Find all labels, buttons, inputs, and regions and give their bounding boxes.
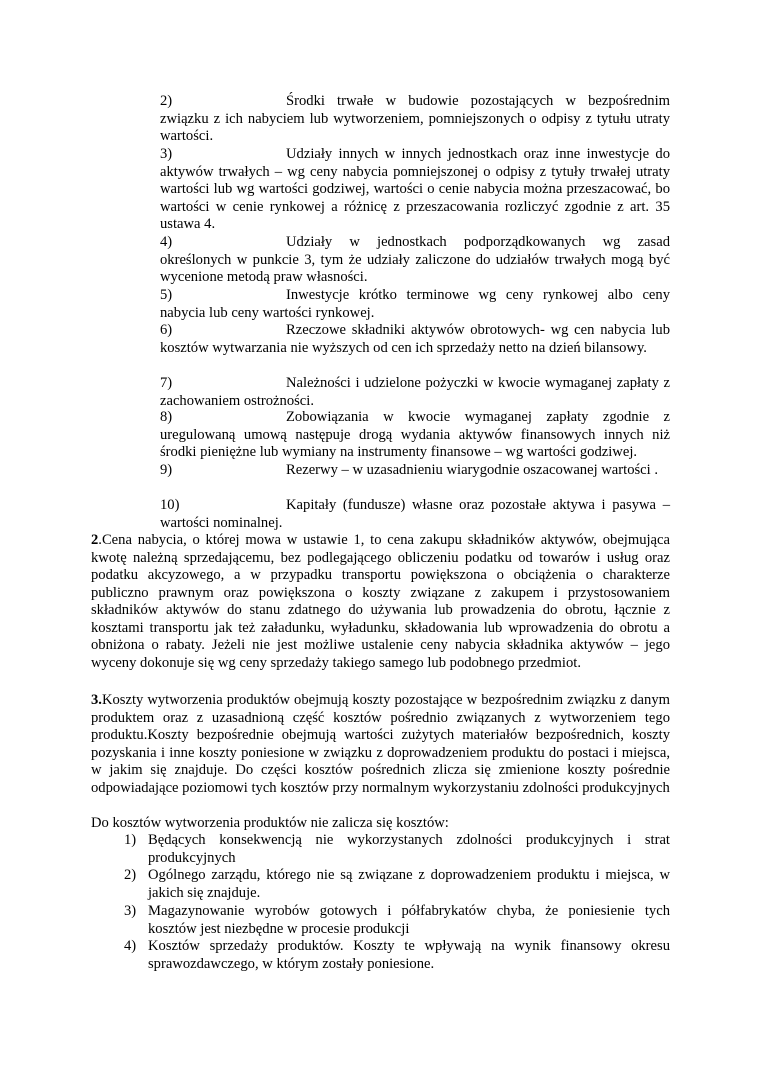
list-item	[160, 146, 670, 234]
item-text: Należności i udzielone pożyczki w kwocie wymaganej zapłaty z zachowaniem ostrożności.	[160, 375, 670, 409]
list-item	[160, 322, 670, 357]
paragraph-number: 3.	[91, 692, 102, 708]
item-number: 7)	[160, 375, 173, 391]
exclusion-item: Magazynowanie wyrobów gotowych i półfabrykatów chyba, że poniesienie tych kosztów jest niezbędne w procesie produkcji	[148, 903, 670, 937]
item-number: 5)	[160, 287, 173, 303]
item-text: Środki trwałe w budowie pozostających w bezpośrednim związku z ich nabyciem lub wytworzeniem, pomniejszonych o odpisy z tytułu utraty wartości.	[160, 93, 670, 144]
exclusion-number: 2)	[124, 867, 137, 883]
paragraph-text: Koszty wytworzenia produktów obejmują koszty pozostające w bezpośrednim związku z danym produktem oraz z uzasadnioną część kosztów pośrednio związanych z wytworzeniem tego produktu.Koszty bezpośrednie obejmują wartości zużytych materiałów bezpośrednich, koszty pozyskania i inne koszty poniesione w związku z doprowadzeniem produktu do postaci i miejsca, w jakim się znajduje. Do części kosztów pośrednich zlicza się zmienione koszty pośrednie odpowiadające poziomowi tych kosztów przy normalnym wykorzystaniu zdolności produkcyjnych	[91, 692, 670, 796]
item-number: 4)	[160, 234, 173, 250]
exclusion-number: 4)	[124, 938, 137, 954]
exclusion-item: Kosztów sprzedaży produktów. Koszty te wpływają na wynik finansowy okresu sprawozdawczego, w którym zostały poniesione.	[148, 938, 670, 972]
item-number: 10)	[160, 497, 180, 513]
list-item	[160, 287, 670, 322]
item-text: Rezerwy – w uzasadnieniu wiarygodnie oszacowanej wartości .	[286, 462, 659, 478]
exclusion-item: Będących konsekwencją nie wykorzystanych zdolności produkcyjnych i strat produkcyjnych	[148, 832, 670, 866]
paragraph-text: .Cena nabycia, o której mowa w ustawie 1, to cena zakupu składników aktywów, obejmująca kwotę należną sprzedającemu, bez podlegającego obliczeniu podatku od towarów i usług oraz podatku akcyzowego, a w przypadku transportu powiększona o obciążenia o charakterze publiczno prawnym oraz powiększona o koszty związane z zakupem i przystosowaniem składników aktywów do stanu zdatnego do używania lub prowadzenia do obrotu, łącznie z kosztami transportu jak też załadunku, wyładunku, składowania lub wprowadzenia do obrotu a obniżona o rabaty. Jeżeli nie jest możliwe ustalenie ceny nabycia składnika aktywów – jego wyceny dokonuje się wg ceny sprzedaży takiego samego lub podobnego przedmiot.	[91, 532, 670, 671]
list-item	[160, 497, 670, 532]
item-number: 8)	[160, 409, 173, 425]
item-text: Zobowiązania w kwocie wymaganej zapłaty zgodnie z uregulowaną umową następuje drogą wydania aktywów finansowych innych niż środki pieniężne lub wymiany na instrumenty finansowe – wg wartości godziwej.	[160, 409, 670, 460]
item-text: Udziały innych w innych jednostkach oraz inne inwestycje do aktywów trwałych – wg ceny nabycia pomniejszonej o odpisy z tytuły trwałej utraty wartości lub wg wartości godziwej, wartości o cenie nabycia można przeszacować, bo wartości w cenie rynkowej a różnicę z przeszacowania rozliczyć zgodnie z art. 35 ustawa 4.	[160, 146, 670, 232]
exclusion-number: 3)	[124, 903, 137, 919]
item-number: 2)	[160, 93, 173, 109]
list-item	[160, 375, 670, 410]
item-text: Rzeczowe składniki aktywów obrotowych- wg cen nabycia lub kosztów wytwarzania nie wyższych od cen ich sprzedaży netto na dzień bilansowy.	[160, 322, 670, 356]
paragraph-purchase-price	[91, 532, 670, 672]
paragraph-production-cost	[91, 692, 670, 797]
list-item	[160, 462, 670, 480]
list-item	[160, 234, 670, 287]
paragraph-number: 2	[91, 532, 99, 548]
item-number: 6)	[160, 322, 173, 338]
list-item	[160, 409, 670, 462]
item-text: Inwestycje krótko terminowe wg ceny rynkowej albo ceny nabycia lub ceny wartości rynkowej.	[160, 287, 670, 321]
list-item	[160, 93, 670, 146]
exclusion-item: Ogólnego zarządu, którego nie są związane z doprowadzeniem produktu i miejsca, w jakich się znajduje.	[148, 867, 670, 901]
item-number: 3)	[160, 146, 173, 162]
item-text: Kapitały (fundusze) własne oraz pozostałe aktywa i pasywa – wartości nominalnej.	[160, 497, 670, 531]
item-number: 9)	[160, 462, 173, 478]
item-text: Udziały w jednostkach podporządkowanych wg zasad określonych w punkcie 3, tym że udziały zaliczone do udziałów trwałych mogą być wycenione metodą praw własności.	[160, 234, 670, 285]
exclusion-number: 1)	[124, 832, 137, 848]
exclusions-heading: Do kosztów wytworzenia produktów nie zalicza się kosztów:	[91, 815, 449, 831]
